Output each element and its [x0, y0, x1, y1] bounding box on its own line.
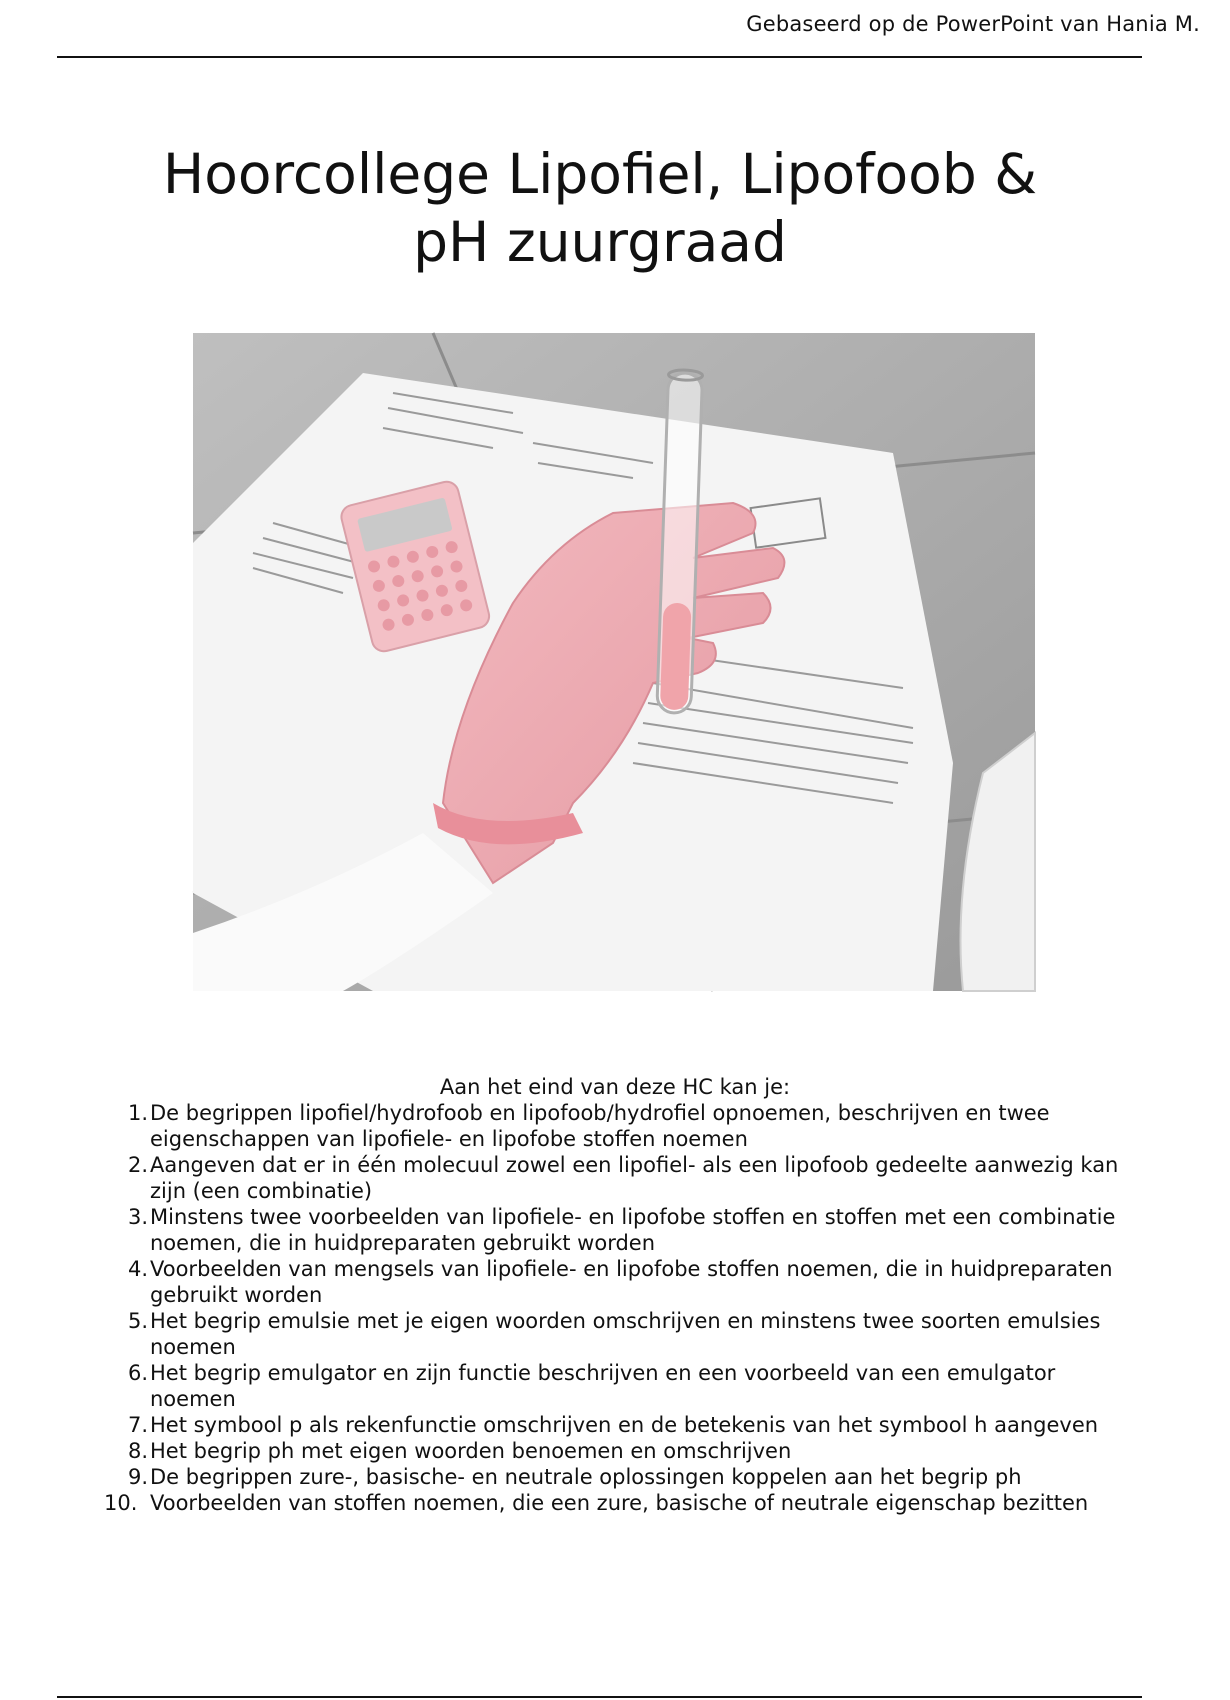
- objective-number: 5.: [127, 1309, 148, 1333]
- objective-text: Minstens twee voorbeelden van lipofiele- en lipofobe stoffen en stoffen met een combinatie noemen, die in huidpreparaten gebruikt worden: [150, 1205, 1116, 1255]
- objective-item: [110, 1438, 1120, 1464]
- header-rule: [57, 56, 1142, 58]
- document-title: [0, 140, 1200, 276]
- objectives-intro: Aan het eind van deze HC kan je:: [439, 1075, 791, 1099]
- title-line-1: Hoorcollege Lipofiel, Lipofoob &: [162, 142, 1038, 206]
- objective-item: [110, 1152, 1120, 1204]
- lab-photo-illustration: [193, 333, 1035, 991]
- objective-number: 4.: [127, 1257, 148, 1281]
- objective-text: Het begrip ph met eigen woorden benoemen en omschrijven: [150, 1439, 792, 1463]
- learning-objectives-list: [104, 1100, 1120, 1558]
- objective-text: Voorbeelden van stoffen noemen, die een zure, basische of neutrale eigenschap bezitten: [150, 1491, 1089, 1515]
- objective-number: 2.: [127, 1153, 148, 1177]
- objective-number: 10.: [104, 1491, 138, 1515]
- objective-number: 8.: [127, 1439, 148, 1463]
- objective-item: [110, 1464, 1120, 1490]
- objective-text: De begrippen zure-, basische- en neutrale oplossingen koppelen aan het begrip ph: [150, 1465, 1022, 1489]
- objective-number: 3.: [127, 1205, 148, 1229]
- objective-item: [110, 1204, 1120, 1256]
- objective-item: [110, 1360, 1120, 1412]
- page-header: Gebaseerd op de PowerPoint van Hania M.: [746, 12, 1200, 36]
- objective-text: Voorbeelden van mengsels van lipofiele- en lipofobe stoffen noemen, die in huidpreparaten gebruikt worden: [150, 1257, 1113, 1307]
- objective-item: [110, 1412, 1120, 1438]
- title-line-2: pH zuurgraad: [413, 210, 787, 274]
- objective-text: Aangeven dat er in één molecuul zowel een lipofiel- als een lipofoob gedeelte aanwezig kan zijn (een combinatie): [150, 1153, 1119, 1203]
- objective-text: Het begrip emulgator en zijn functie beschrijven en een voorbeeld van een emulgator noemen: [150, 1361, 1056, 1411]
- objective-item: [110, 1256, 1120, 1308]
- objective-text: Het symbool p als rekenfunctie omschrijven en de betekenis van het symbool h aangeven: [150, 1413, 1099, 1437]
- objective-text: Het begrip emulsie met je eigen woorden omschrijven en minstens twee soorten emulsies noemen: [150, 1309, 1101, 1359]
- objective-number: 7.: [127, 1413, 148, 1437]
- objective-item: [110, 1100, 1120, 1152]
- objective-item: [110, 1308, 1120, 1360]
- objective-item: [104, 1490, 1120, 1516]
- objective-number: 6.: [127, 1361, 148, 1385]
- objective-number: 9.: [127, 1465, 148, 1489]
- lab-photo: [193, 333, 1035, 991]
- footer-rule: [57, 1696, 1142, 1698]
- objective-text: De begrippen lipofiel/hydrofoob en lipofoob/hydrofiel opnoemen, beschrijven en twee eigenschappen van lipofiele- en lipofobe stoffen noemen: [150, 1101, 1050, 1151]
- objective-number: 1.: [127, 1101, 148, 1125]
